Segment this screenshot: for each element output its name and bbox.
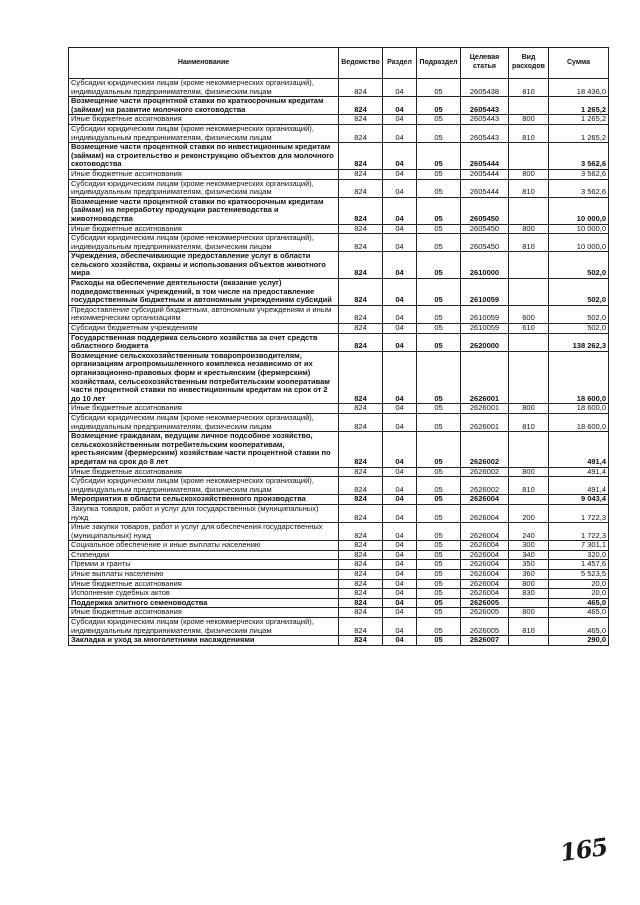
cell-target: 2605444 [461, 169, 509, 179]
cell-target: 2626002 [461, 477, 509, 495]
cell-name: Возмещение части процентной ставки по краткосрочным кредитам (займам) на переработку продукции растениеводства и животноводства [69, 197, 339, 224]
cell-section: 04 [383, 115, 417, 125]
cell-section: 04 [383, 252, 417, 279]
cell-subsection: 05 [417, 197, 461, 224]
cell-name: Иные бюджетные ассигнования [69, 579, 339, 589]
cell-target: 2610059 [461, 305, 509, 323]
cell-type: 810 [509, 179, 549, 197]
cell-dept: 824 [339, 589, 383, 599]
cell-dept: 824 [339, 234, 383, 252]
cell-section: 04 [383, 541, 417, 551]
cell-subsection: 05 [417, 541, 461, 551]
cell-dept: 824 [339, 124, 383, 142]
cell-target: 2626007 [461, 636, 509, 646]
cell-dept: 824 [339, 115, 383, 125]
table-row [69, 324, 609, 334]
cell-subsection: 05 [417, 333, 461, 351]
cell-name: Возмещение части процентной ставки по краткосрочным кредитам (займам) на развитие молочного скотоводства [69, 97, 339, 115]
cell-type [509, 636, 549, 646]
cell-subsection: 05 [417, 234, 461, 252]
cell-subsection: 05 [417, 305, 461, 323]
cell-dept: 824 [339, 560, 383, 570]
cell-section: 04 [383, 351, 417, 404]
cell-section: 04 [383, 589, 417, 599]
cell-subsection: 05 [417, 550, 461, 560]
cell-name: Поддержка элитного семеноводства [69, 598, 339, 608]
table-row [69, 618, 609, 636]
cell-type: 800 [509, 579, 549, 589]
cell-dept: 824 [339, 324, 383, 334]
cell-subsection: 05 [417, 413, 461, 431]
cell-target: 2626004 [461, 579, 509, 589]
cell-name: Иные бюджетные ассигнования [69, 115, 339, 125]
cell-dept: 824 [339, 143, 383, 170]
cell-name: Расходы на обеспечение деятельности (оказание услуг) подведомственных учреждений, в том числе на предоставление государственным бюджетным и автономным учреждениям субсидий [69, 279, 339, 306]
cell-type [509, 495, 549, 505]
cell-target: 2610059 [461, 279, 509, 306]
cell-name: Иные бюджетные ассигнования [69, 608, 339, 618]
cell-sum: 138 262,3 [549, 333, 609, 351]
cell-sum: 502,0 [549, 305, 609, 323]
cell-sum: 502,0 [549, 324, 609, 334]
cell-target: 2626004 [461, 570, 509, 580]
cell-target: 2610059 [461, 324, 509, 334]
cell-dept: 824 [339, 467, 383, 477]
cell-section: 04 [383, 570, 417, 580]
cell-target: 2605438 [461, 79, 509, 97]
cell-subsection: 05 [417, 636, 461, 646]
cell-name: Субсидии юридическим лицам (кроме некоммерческих организаций), индивидуальным предпринимателям, физическим лицам [69, 124, 339, 142]
table-row [69, 305, 609, 323]
cell-section: 04 [383, 413, 417, 431]
cell-dept: 824 [339, 618, 383, 636]
cell-name: Субсидии юридическим лицам (кроме некоммерческих организаций), индивидуальным предпринимателям, физическим лицам [69, 618, 339, 636]
cell-sum: 18 600,0 [549, 404, 609, 414]
cell-sum: 465,0 [549, 608, 609, 618]
cell-name: Премии и гранты [69, 560, 339, 570]
cell-dept: 824 [339, 79, 383, 97]
cell-type: 810 [509, 124, 549, 142]
cell-target: 2605444 [461, 143, 509, 170]
cell-dept: 824 [339, 550, 383, 560]
cell-sum: 18 436,0 [549, 79, 609, 97]
cell-sum: 10 000,0 [549, 197, 609, 224]
cell-subsection: 05 [417, 124, 461, 142]
cell-sum: 320,0 [549, 550, 609, 560]
cell-section: 04 [383, 618, 417, 636]
cell-section: 04 [383, 197, 417, 224]
table-row [69, 97, 609, 115]
cell-target: 2626005 [461, 598, 509, 608]
cell-dept: 824 [339, 579, 383, 589]
cell-type: 200 [509, 504, 549, 522]
cell-type: 800 [509, 224, 549, 234]
cell-type [509, 351, 549, 404]
cell-subsection: 05 [417, 608, 461, 618]
cell-name: Возмещение части процентной ставки по инвестиционным кредитам (займам) на строительство и реконструкцию объектов для молочного скотоводства [69, 143, 339, 170]
header-sum: Сумма [549, 48, 609, 79]
table-row [69, 351, 609, 404]
cell-name: Возмещение гражданам, ведущим личное подсобное хозяйство, сельскохозяйственным потребительским кооперативам, крестьянским (фермерским) хозяйствам части процентной ставки по кредитам на срок до 8 лет [69, 432, 339, 467]
cell-type: 830 [509, 589, 549, 599]
cell-sum: 1 722,3 [549, 504, 609, 522]
cell-name: Субсидии юридическим лицам (кроме некоммерческих организаций), индивидуальным предпринимателям, физическим лицам [69, 477, 339, 495]
cell-type: 800 [509, 467, 549, 477]
cell-type [509, 97, 549, 115]
table-row [69, 169, 609, 179]
cell-target: 2605443 [461, 97, 509, 115]
budget-table [68, 47, 609, 646]
table-row [69, 279, 609, 306]
cell-subsection: 05 [417, 169, 461, 179]
cell-section: 04 [383, 279, 417, 306]
cell-section: 04 [383, 550, 417, 560]
cell-section: 04 [383, 432, 417, 467]
cell-sum: 491,4 [549, 477, 609, 495]
cell-sum: 1 265,2 [549, 97, 609, 115]
cell-name: Иные закупки товаров, работ и услуг для обеспечения государственных (муниципальных) нужд [69, 523, 339, 541]
cell-dept: 824 [339, 279, 383, 306]
cell-section: 04 [383, 179, 417, 197]
cell-dept: 824 [339, 224, 383, 234]
cell-name: Возмещение сельскохозяйственным товаропроизводителям, организациям агропромышленного комплекса независимо от их организационно-правовых форм и крестьянским (фермерским) хозяйствам, сельскохозяйственным потребительским кооперативам части процентной ставки по инвестиционным кредитам на срок от 2 до 10 лет [69, 351, 339, 404]
cell-target: 2626002 [461, 467, 509, 477]
cell-type: 810 [509, 618, 549, 636]
cell-subsection: 05 [417, 618, 461, 636]
cell-dept: 824 [339, 523, 383, 541]
cell-subsection: 05 [417, 351, 461, 404]
header-type: Вид расходов [509, 48, 549, 79]
cell-section: 04 [383, 224, 417, 234]
cell-type: 800 [509, 115, 549, 125]
cell-dept: 824 [339, 432, 383, 467]
cell-section: 04 [383, 523, 417, 541]
cell-target: 2605450 [461, 224, 509, 234]
cell-type: 810 [509, 413, 549, 431]
cell-target: 2605443 [461, 115, 509, 125]
cell-sum: 3 562,6 [549, 179, 609, 197]
cell-sum: 5 523,5 [549, 570, 609, 580]
cell-target: 2626004 [461, 550, 509, 560]
cell-type: 360 [509, 570, 549, 580]
cell-dept: 824 [339, 495, 383, 505]
table-row [69, 477, 609, 495]
cell-section: 04 [383, 305, 417, 323]
cell-subsection: 05 [417, 179, 461, 197]
cell-name: Субсидии юридическим лицам (кроме некоммерческих организаций), индивидуальным предпринимателям, физическим лицам [69, 179, 339, 197]
header-target: Целевая статья [461, 48, 509, 79]
table-header-row [69, 48, 609, 79]
table-row [69, 333, 609, 351]
cell-target: 2626001 [461, 413, 509, 431]
cell-type: 240 [509, 523, 549, 541]
cell-type [509, 279, 549, 306]
cell-subsection: 05 [417, 279, 461, 306]
cell-type [509, 333, 549, 351]
cell-name: Стипендии [69, 550, 339, 560]
cell-section: 04 [383, 324, 417, 334]
header-section: Раздел [383, 48, 417, 79]
cell-subsection: 05 [417, 589, 461, 599]
cell-subsection: 05 [417, 79, 461, 97]
cell-sum: 1 265,2 [549, 115, 609, 125]
cell-type: 800 [509, 404, 549, 414]
cell-target: 2626004 [461, 523, 509, 541]
cell-name: Иные бюджетные ассигнования [69, 467, 339, 477]
cell-name: Предоставление субсидий бюджетным, автономным учреждениям и иным некоммерческим организациям [69, 305, 339, 323]
cell-dept: 824 [339, 197, 383, 224]
cell-type: 300 [509, 541, 549, 551]
cell-sum: 20,0 [549, 589, 609, 599]
cell-dept: 824 [339, 541, 383, 551]
cell-sum: 491,4 [549, 467, 609, 477]
cell-target: 2626001 [461, 404, 509, 414]
table-row [69, 432, 609, 467]
cell-name: Мероприятия в области сельскохозяйственного производства [69, 495, 339, 505]
cell-sum: 10 000,0 [549, 224, 609, 234]
table-row [69, 504, 609, 522]
cell-sum: 465,0 [549, 598, 609, 608]
table-row [69, 570, 609, 580]
cell-section: 04 [383, 504, 417, 522]
cell-sum: 3 562,6 [549, 143, 609, 170]
cell-section: 04 [383, 579, 417, 589]
cell-type: 610 [509, 324, 549, 334]
cell-name: Государственная поддержка сельского хозяйства за счет средств областного бюджета [69, 333, 339, 351]
cell-type [509, 252, 549, 279]
cell-name: Иные бюджетные ассигнования [69, 404, 339, 414]
header-name: Наименование [69, 48, 339, 79]
budget-sheet [68, 47, 608, 646]
table-row [69, 523, 609, 541]
cell-section: 04 [383, 598, 417, 608]
cell-target: 2610000 [461, 252, 509, 279]
cell-dept: 824 [339, 404, 383, 414]
cell-subsection: 05 [417, 477, 461, 495]
cell-dept: 824 [339, 477, 383, 495]
cell-dept: 824 [339, 179, 383, 197]
cell-type: 340 [509, 550, 549, 560]
cell-subsection: 05 [417, 404, 461, 414]
cell-section: 04 [383, 234, 417, 252]
cell-section: 04 [383, 97, 417, 115]
cell-subsection: 05 [417, 432, 461, 467]
page-number: 165 [558, 831, 609, 868]
cell-name: Учреждения, обеспечивающие предоставление услуг в области сельского хозяйства, охраны и использования объектов животного мира [69, 252, 339, 279]
cell-target: 2626001 [461, 351, 509, 404]
cell-subsection: 05 [417, 324, 461, 334]
table-row [69, 179, 609, 197]
cell-type: 810 [509, 234, 549, 252]
cell-name: Субсидии юридическим лицам (кроме некоммерческих организаций), индивидуальным предпринимателям, физическим лицам [69, 413, 339, 431]
table-row [69, 495, 609, 505]
table-body [69, 79, 609, 646]
cell-dept: 824 [339, 305, 383, 323]
table-row [69, 589, 609, 599]
table-row [69, 541, 609, 551]
cell-dept: 824 [339, 97, 383, 115]
cell-sum: 502,0 [549, 252, 609, 279]
cell-target: 2605444 [461, 179, 509, 197]
cell-type: 350 [509, 560, 549, 570]
cell-section: 04 [383, 169, 417, 179]
cell-target: 2605443 [461, 124, 509, 142]
cell-subsection: 05 [417, 252, 461, 279]
cell-name: Субсидии юридическим лицам (кроме некоммерческих организаций), индивидуальным предпринимателям, физическим лицам [69, 79, 339, 97]
cell-type: 800 [509, 169, 549, 179]
cell-sum: 1 722,3 [549, 523, 609, 541]
cell-sum: 465,0 [549, 618, 609, 636]
cell-type: 800 [509, 608, 549, 618]
cell-section: 04 [383, 124, 417, 142]
cell-type: 810 [509, 477, 549, 495]
cell-target: 2626004 [461, 589, 509, 599]
table-row [69, 413, 609, 431]
cell-subsection: 05 [417, 143, 461, 170]
cell-sum: 10 000,0 [549, 234, 609, 252]
cell-target: 2626002 [461, 432, 509, 467]
cell-target: 2620000 [461, 333, 509, 351]
cell-section: 04 [383, 79, 417, 97]
cell-section: 04 [383, 477, 417, 495]
cell-subsection: 05 [417, 598, 461, 608]
cell-sum: 9 043,4 [549, 495, 609, 505]
cell-sum: 3 562,6 [549, 169, 609, 179]
cell-dept: 824 [339, 570, 383, 580]
cell-dept: 824 [339, 608, 383, 618]
cell-sum: 502,0 [549, 279, 609, 306]
cell-dept: 824 [339, 598, 383, 608]
cell-name: Иные выплаты населению [69, 570, 339, 580]
cell-section: 04 [383, 143, 417, 170]
cell-subsection: 05 [417, 224, 461, 234]
cell-target: 2626004 [461, 541, 509, 551]
cell-subsection: 05 [417, 504, 461, 522]
cell-subsection: 05 [417, 495, 461, 505]
cell-subsection: 05 [417, 467, 461, 477]
cell-subsection: 05 [417, 570, 461, 580]
header-subsection: Подраздел [417, 48, 461, 79]
cell-type: 600 [509, 305, 549, 323]
cell-subsection: 05 [417, 560, 461, 570]
cell-section: 04 [383, 560, 417, 570]
cell-name: Субсидии бюджетным учреждениям [69, 324, 339, 334]
cell-sum: 491,4 [549, 432, 609, 467]
cell-name: Закладка и уход за многолетними насаждениями [69, 636, 339, 646]
cell-subsection: 05 [417, 579, 461, 589]
cell-target: 2626005 [461, 618, 509, 636]
cell-section: 04 [383, 636, 417, 646]
cell-target: 2626004 [461, 495, 509, 505]
cell-type [509, 143, 549, 170]
cell-name: Иные бюджетные ассигнования [69, 169, 339, 179]
cell-dept: 824 [339, 169, 383, 179]
cell-target: 2626004 [461, 504, 509, 522]
table-row [69, 124, 609, 142]
header-dept: Ведомство [339, 48, 383, 79]
cell-subsection: 05 [417, 97, 461, 115]
cell-sum: 1 265,2 [549, 124, 609, 142]
table-row [69, 143, 609, 170]
cell-sum: 1 457,6 [549, 560, 609, 570]
cell-section: 04 [383, 333, 417, 351]
cell-type: 810 [509, 79, 549, 97]
cell-name: Социальное обеспечение и иные выплаты населению [69, 541, 339, 551]
cell-name: Субсидии юридическим лицам (кроме некоммерческих организаций), индивидуальным предпринимателям, физическим лицам [69, 234, 339, 252]
cell-type [509, 432, 549, 467]
cell-dept: 824 [339, 333, 383, 351]
cell-section: 04 [383, 404, 417, 414]
cell-subsection: 05 [417, 115, 461, 125]
cell-section: 04 [383, 495, 417, 505]
cell-name: Исполнение судебных актов [69, 589, 339, 599]
cell-sum: 18 600,0 [549, 413, 609, 431]
cell-sum: 20,0 [549, 579, 609, 589]
cell-dept: 824 [339, 351, 383, 404]
table-row [69, 252, 609, 279]
table-row [69, 234, 609, 252]
cell-target: 2605450 [461, 197, 509, 224]
cell-section: 04 [383, 608, 417, 618]
cell-section: 04 [383, 467, 417, 477]
table-row [69, 197, 609, 224]
cell-subsection: 05 [417, 523, 461, 541]
cell-name: Закупка товаров, работ и услуг для государственных (муниципальных) нужд [69, 504, 339, 522]
cell-type [509, 197, 549, 224]
cell-target: 2626005 [461, 608, 509, 618]
cell-dept: 824 [339, 252, 383, 279]
table-row [69, 79, 609, 97]
cell-target: 2605450 [461, 234, 509, 252]
cell-sum: 18 600,0 [549, 351, 609, 404]
cell-target: 2626004 [461, 560, 509, 570]
table-row [69, 636, 609, 646]
cell-dept: 824 [339, 413, 383, 431]
cell-name: Иные бюджетные ассигнования [69, 224, 339, 234]
cell-sum: 290,0 [549, 636, 609, 646]
cell-dept: 824 [339, 504, 383, 522]
cell-sum: 7 301,1 [549, 541, 609, 551]
cell-dept: 824 [339, 636, 383, 646]
